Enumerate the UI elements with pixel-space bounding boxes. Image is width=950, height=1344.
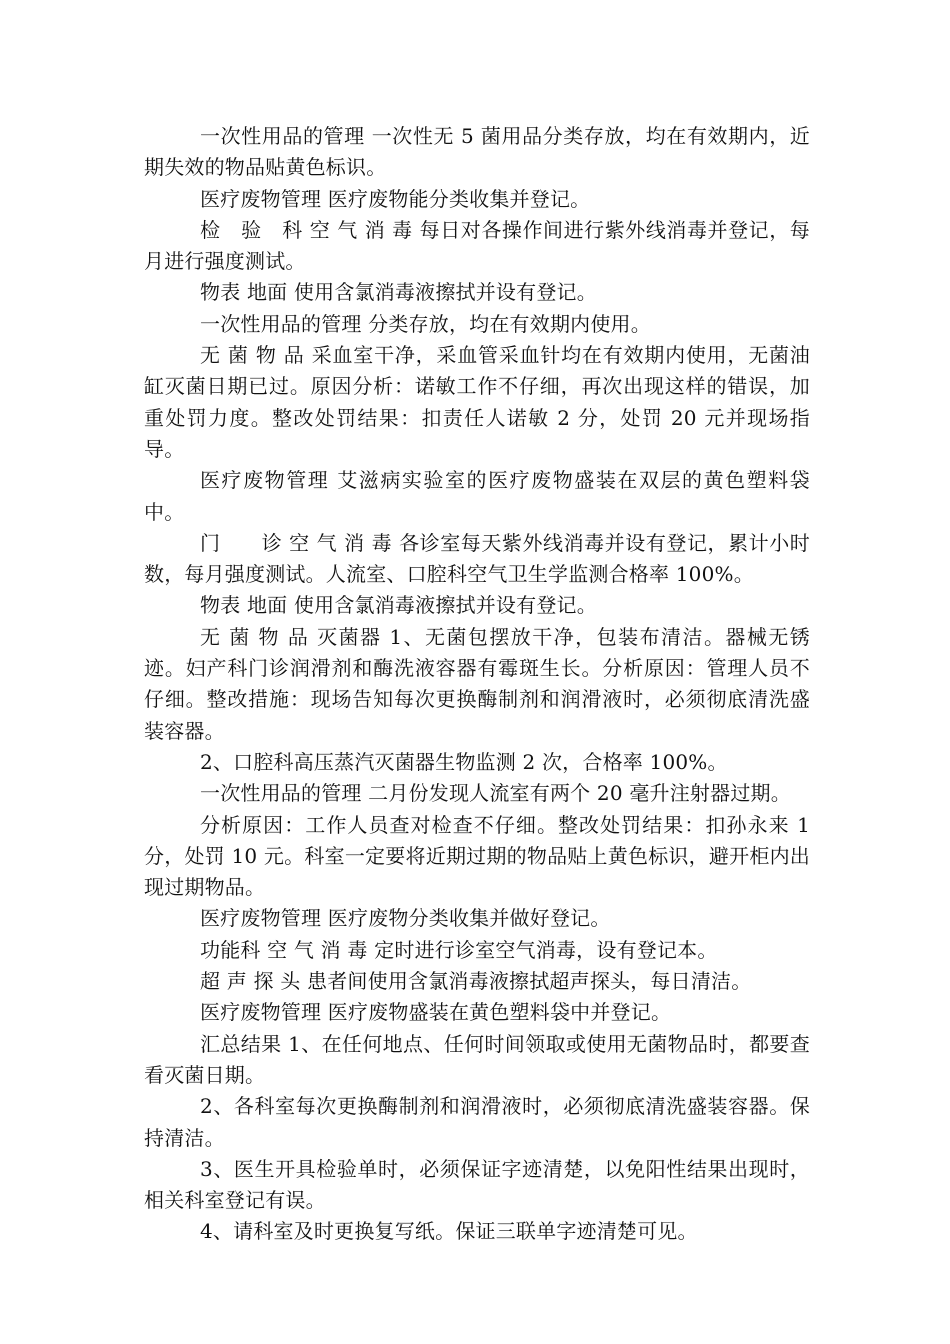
paragraph: 一次性用品的管理 一次性无 5 菌用品分类存放，均在有效期内，近期失效的物品贴黄色标识。 bbox=[144, 124, 810, 180]
paragraph: 物表 地面 使用含氯消毒液擦拭并设有登记。 bbox=[200, 280, 597, 305]
paragraph: 一次性用品的管理 分类存放，均在有效期内使用。 bbox=[200, 311, 651, 336]
paragraph: 无 菌 物 品 采血室干净，采血管采血针均在有效期内使用，无菌油缸灭菌日期已过。原因分析：诺敏工作不仔细，再次出现这样的错误，加重处罚力度。整改处罚结果：扣责任人诺敏 2 分，处罚 20 元并现场指导。 bbox=[144, 343, 810, 461]
paragraph: 一次性用品的管理 二月份发现人流室有两个 20 毫升注射器过期。 bbox=[200, 781, 791, 806]
paragraph: 功能科 空 气 消 毒 定时进行诊室空气消毒，设有登记本。 bbox=[200, 937, 718, 962]
paragraph: 医疗废物管理 艾滋病实验室的医疗废物盛装在双层的黄色塑料袋中。 bbox=[144, 468, 810, 524]
paragraph: 无 菌 物 品 灭菌器 1、无菌包摆放干净，包装布清洁。器械无锈迹。妇产科门诊润滑剂和酶洗液容器有霉斑生长。分析原因：管理人员不仔细。整改措施：现场告知每次更换酶制剂和润滑液时，必须彻底清洗盛装容器。 bbox=[144, 624, 810, 743]
paragraph: 4、请科室及时更换复写纸。保证三联单字迹清楚可见。 bbox=[200, 1219, 698, 1244]
paragraph: 医疗废物管理 医疗废物盛装在黄色塑料袋中并登记。 bbox=[200, 1000, 672, 1025]
paragraph: 超 声 探 头 患者间使用含氯消毒液擦拭超声探头，每日清洁。 bbox=[200, 969, 752, 994]
document-body bbox=[144, 121, 810, 1248]
paragraph: 医疗废物管理 医疗废物分类收集并做好登记。 bbox=[200, 906, 611, 931]
paragraph: 2、口腔科高压蒸汽灭菌器生物监测 2 次，合格率 100%。 bbox=[200, 749, 728, 774]
paragraph: 门 诊 空 气 消 毒 各诊室每天紫外线消毒并设有登记，累计小时数，每月强度测试。人流室、口腔科空气卫生学监测合格率 100%。 bbox=[144, 530, 810, 587]
paragraph: 3、医生开具检验单时，必须保证字迹清楚，以免阳性结果出现时，相关科室登记有误。 bbox=[144, 1156, 810, 1213]
paragraph: 物表 地面 使用含氯消毒液擦拭并设有登记。 bbox=[200, 593, 597, 618]
paragraph: 2、各科室每次更换酶制剂和润滑液时，必须彻底清洗盛装容器。保持清洁。 bbox=[144, 1094, 810, 1150]
paragraph: 检 验 科 空 气 消 毒 每日对各操作间进行紫外线消毒并登记，每月进行强度测试。 bbox=[144, 217, 810, 274]
paragraph: 汇总结果 1、在任何地点、任何时间领取或使用无菌物品时，都要查看灭菌日期。 bbox=[144, 1031, 810, 1087]
paragraph: 分析原因：工作人员查对检查不仔细。整改处罚结果：扣孙永来 1 分，处罚 10 元。科室一定要将近期过期的物品贴上黄色标识，避开柜内出现过期物品。 bbox=[144, 812, 810, 900]
paragraph: 医疗废物管理 医疗废物能分类收集并登记。 bbox=[200, 186, 591, 211]
